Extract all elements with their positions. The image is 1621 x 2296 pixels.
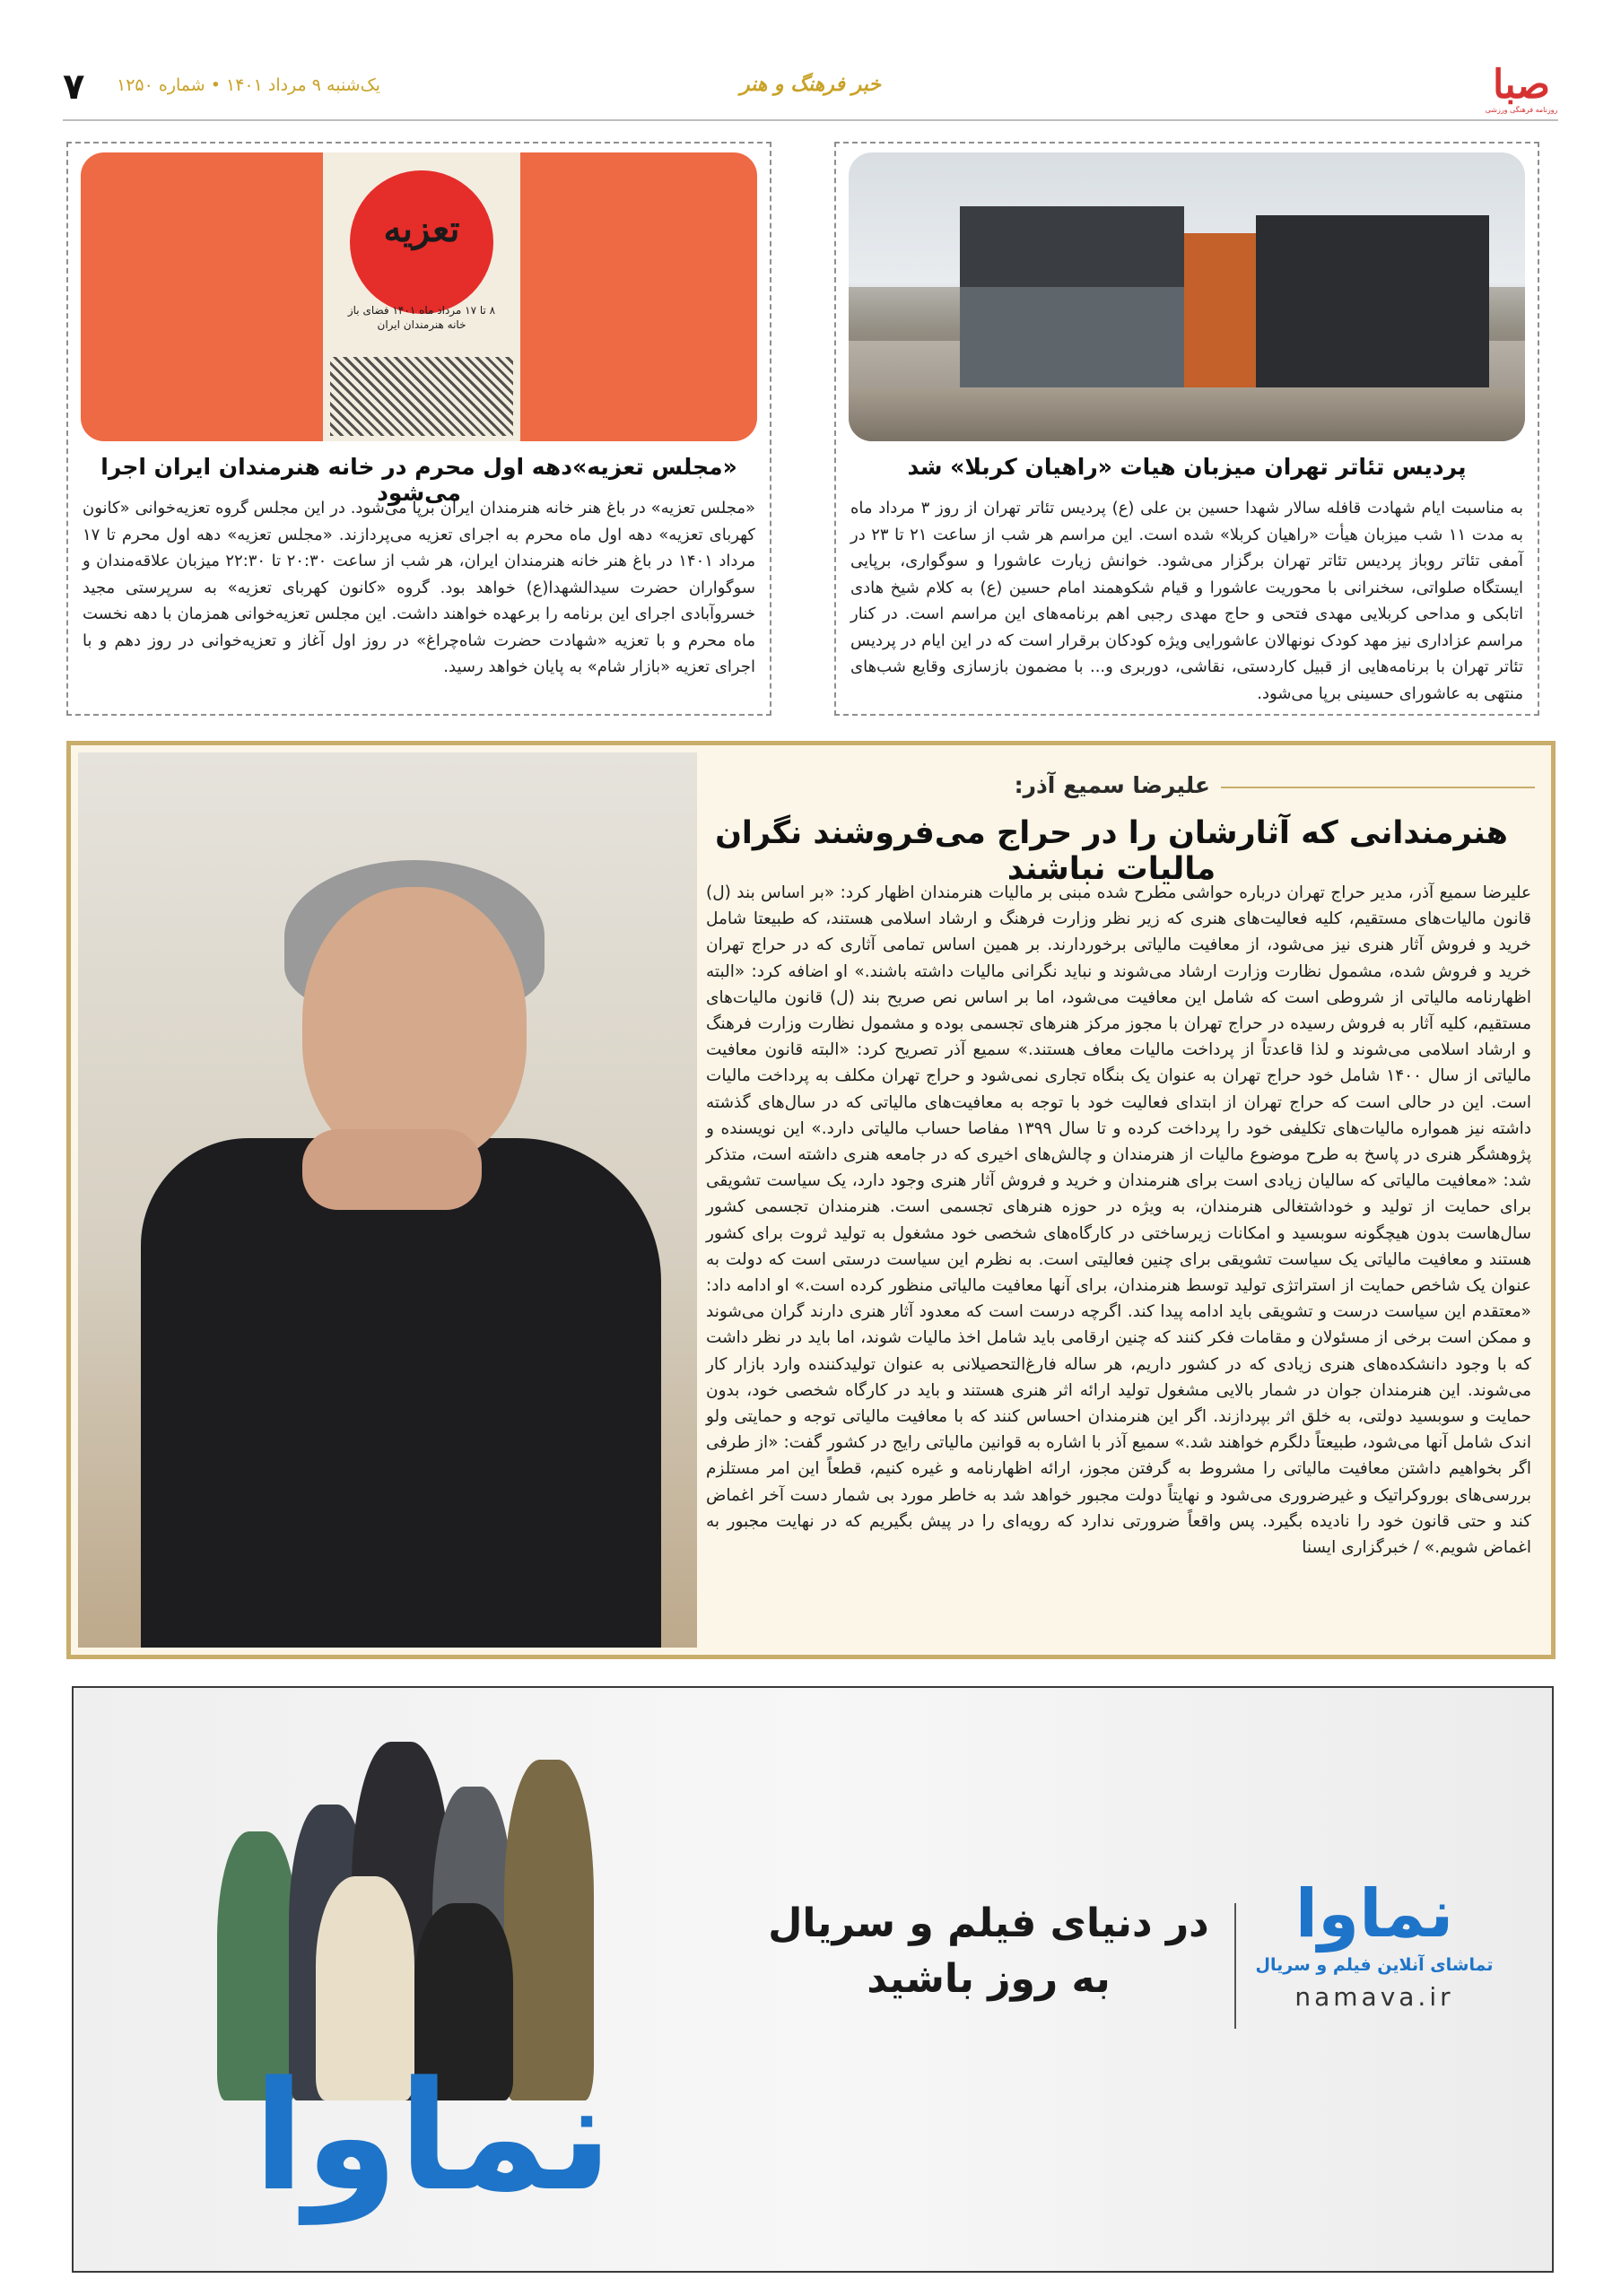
header-divider [63, 119, 1558, 121]
interview-headline[interactable]: هنرمندانی که آثارشان را در حراج می‌فروشند نگران مالیات نباشند [715, 815, 1508, 887]
tazieh-story-box [66, 142, 771, 716]
tazieh-poster-image [81, 152, 757, 441]
namava-brand[interactable] [1249, 1876, 1500, 2012]
theater-story-body: به مناسبت ایام شهادت قافله سالار شهدا حسین بن علی (ع) پردیس تئاتر تهران از روز ۳ مرداد ماه به مدت ۱۱ شب میزبان هیأت «راهیان کربلا» شده است. این مراسم هر شب از ساعت ۲۱ تا ۲۳ در آمفی تئاتر روباز پردیس تئاتر تهران برگزار می‌شود. خوانش زیارت عاشورا و سوگواری، برپایی ایستگاه صلواتی، سخنرانی با محوریت عاشورا و قیام شکوهمند امام حسین (ع) به کلام شیخ هادی اتابکی و مداحی کربلایی مهدی فتحی و حاج مهدی رجبی اهم برنامه‌های این مراسم است. در کنار مراسم عزاداری نیز مهد کودک نونهالان عاشورایی ویژه کودکان برقرار است که در این ایام در پردیس تئاتر تهران با برنامه‌هایی از قبیل کاردستی، نقاشی، دوربری و... با مضمون بازسازی وقایع شب‌های منتهی به عاشورای حسینی برپا می‌شود. [850, 499, 1523, 703]
theater-story-headline[interactable]: پردیس تئاتر تهران میزبان هیات «راهیان کربلا» شد [907, 454, 1467, 480]
namava-advertisement[interactable] [72, 1686, 1554, 2273]
interview-feature [66, 741, 1556, 1659]
ad-divider [1234, 1903, 1236, 2029]
page-number: ۷ [63, 66, 85, 108]
poster-date: ۸ تا ۱۷ مرداد ماه ۱۴۰۱ فضای باز خانه هنرمندان ایران [347, 304, 496, 331]
namava-big-logo: نماوا [253, 2048, 613, 2224]
issue-date-number: یک‌شنبه ۹ مرداد ۱۴۰۱ • شماره ۱۲۵۰ [117, 75, 380, 95]
tazieh-story-body: «مجلس تعزیه» در باغ هنر خانه هنرمندان ایران برپا می‌شود. در این مجلس گروه تعزیه‌خوانی «کانون کهربای تعزیه» دهه اول ماه محرم به اجرای تعزیه می‌پردازند. «مجلس تعزیه» دهه اول محرم تا ۱۷ مرداد ۱۴۰۱ در باغ هنر خانه هنرمندان ایران، هر شب از ساعت ۲۰:۳۰ تا ۲۲:۳۰ میزبان علاقه‌مندان و سوگواران حضرت سیدالشهدا(ع) خواهد بود. گروه «کانون کهربای تعزیه» به سرپرستی مجید خسروآبادی اجرای این برنامه را برعهده خواهند داشت. این مجلس تعزیه‌خوانی همزمان با دهه نخست ماه محرم و با تعزیه «شهادت حضرت شاه‌چراغ» در روز اول آغاز و تعزیه‌خوانی در روز دهم و با اجرای تعزیه «بازار شام» به پایان خواهد رسید. [83, 499, 756, 676]
brand-name: نماوا [1294, 1875, 1454, 1952]
cast-photo [217, 1724, 612, 2100]
theater-building-photo [849, 152, 1525, 441]
tazieh-story-headline[interactable]: «مجلس تعزیه»دهه اول محرم در خانه هنرمندان ایران اجرا می‌شود [100, 454, 737, 506]
interview-body: علیرضا سمیع آذر، مدیر حراج تهران درباره حواشی مطرح شده مبنی بر مالیات هنرمندان اظهار کرد: «بر اساس بند (ل) قانون مالیات‌های مستقیم، کلیه فعالیت‌های هنری که زیر نظر وزارت فرهنگ و ارشاد اسلامی هستند، که طبیعتا شامل خرید و فروش آثار هنری نیز می‌شود، از معافیت مالیاتی برخوردارند. بر همین اساس تمامی آثاری که در حراج تهران خرید و فروش شده، مشمول نظارت وزارت ارشاد می‌شوند و نباید نگرانی مالیات داشته باشند.» او اضافه کرد: «البته اظهارنامه مالیاتی از شروطی است که شامل این معافیت می‌شود، اما بر اساس نص صریح بند (ل) قانون مالیات‌های مستقیم، کلیه آثار به فروش رسیده در حراج تهران با مجوز مرکز هنرهای تجسمی بوده و مشمول نظارت وزارت فرهنگ و ارشاد اسلامی می‌شوند و لذا قاعدتاً از پرداخت مالیات معاف هستند.» سمیع آذر تصریح کرد: «البته قانون معافیت مالیاتی از سال ۱۴۰۰ شامل خود حراج تهران به عنوان یک بنگاه تجاری نمی‌شود و حراج تهران مکلف به پرداخت مالیات است. این در حالی است که حراج تهران از ابتدای فعالیت خود با توجه به معافیت‌های مالیاتی که در سال‌های گذشته داشته نیز همواره مالیات‌های تکلیفی خود را پرداخت کرده و تا سال ۱۳۹۹ مفاصا حساب مالیاتی دارد.» این نویسنده و پژوهشگر هنری در پاسخ به طرح موضوع مالیات از هنرمندان و چالش‌های اخیری که در جامعه هنری داشته است، متذکر شد: «معافیت مالیاتی که سالیان زیادی است برای هنرمندان و خرید و فروش آثار هنری وجود دارد، یک سیاست تشویقی برای حمایت از تولید و خوداشتغالی هنرمندان، به ویژه در حوزه هنرهای تجسمی است. هنرمندان تجسمی کشور سال‌هاست بدون هیچگونه سوبسید و امکانات زیرساختی در کارگاه‌های شخصی خود مشغول به تولید ثروت برای کشور هستند و معافیت مالیاتی یک سیاست تشویقی برای چنین فعالیتی است. به نظرم این سیاست درستی است که دولت به عنوان یک شاخص حمایت از استراتژی تولید توسط هنرمندان، برای آنها معافیت مالیاتی منظور کرده است.» او ادامه داد: «معتقدم این سیاست درست و تشویقی باید ادامه پیدا کند. اگرچه درست است که معدود آثار هنری دارند گران می‌شوند و ممکن است برخی از مسئولان و مقامات فکر کنند که چنین ارقامی باید شامل اخذ مالیات شوند، اما باید در نظر داشت که با وجود دانشکده‌های هنری زیادی که در کشور داریم، هر ساله فارغ‌التحصیلانی به عنوان تولیدکننده وارد بازار کار می‌شوند. این هنرمندان جوان در شمار بالایی مشغول تولید ارائه اثر هنری هستند و باید در کارگاه شخصی خود، بدون حمایت و سوبسید دولتی، به خلق اثر بپردازند. اگر این هنرمندان احساس کنند که با معافیت مالیاتی توجه و حمایتی ولو اندک شامل آنها می‌شود، طبیعتاً دلگرم خواهند شد.» سمیع آذر با اشاره به قوانین مالیاتی رایج در کشور گفت: «از طرفی اگر بخواهیم داشتن معافیت مالیاتی را مشروط به گرفتن مجوز، ارائه اظهارنامه و غیره کنیم، قطعاً این امر مستلزم بررسی‌های بوروکراتیک و غیرضروری می‌شود و نهایتاً دولت مجبور خواهد شد به خاطر مورد بی شمار دست آخر اغماض کند و حتی قانون خود را نادیده بگیرد. پس واقعاً ضرورتی ندارد که رویه‌ای را در پیش بگیریم که در نهایت مجبور به اغماض شویم.» / خبرگزاری ایسنا [706, 883, 1532, 1558]
ad-slogan: در دنیای فیلم و سریال به روز باشید [768, 1900, 1209, 2002]
theater-story-box [834, 142, 1539, 716]
poster-title: تعزیه [383, 208, 460, 250]
section-title: خبر فرهنگ و هنر [740, 74, 881, 96]
newspaper-logo[interactable]: صبا روزنامه فرهنگی ورزشی [1485, 62, 1558, 114]
brand-tagline: تماشای آنلاین فیلم و سریال [1255, 1955, 1494, 1975]
page-header [63, 62, 1558, 120]
poster-artwork [330, 357, 513, 436]
portrait-photo [78, 752, 697, 1648]
kicker-rule [1221, 787, 1535, 788]
brand-url-link[interactable]: namava.ir [1294, 1982, 1454, 2012]
interview-kicker: علیرضا سمیع آذر: [1014, 772, 1210, 798]
